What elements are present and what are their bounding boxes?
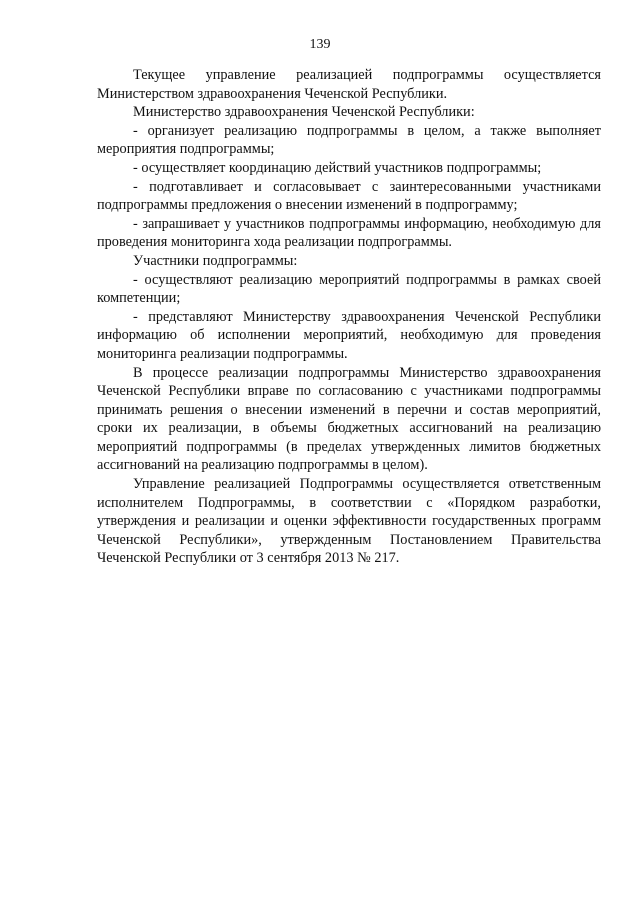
paragraph-management-order: Управление реализацией Подпрограммы осуществляется ответственным исполнителем Подпрограммы, в соответствии с «Порядком разработки, утверждения и реализации и оценки эффективности государственных программ Чеченской Республики», утвержденным Постановлением Правительства Чеченской Республики от 3 сентября 2013 № 217. xyxy=(97,476,601,567)
list-item-submit: - представляют Министерству здравоохранения Чеченской Республики информацию об исполнении мероприятий, необходимую для проведения мониторинга реализации подпрограммы. xyxy=(97,308,601,362)
list-item-requests: - запрашивает у участников подпрограммы информацию, необходимую для проведения мониторинга хода реализации подпрограммы. xyxy=(97,215,601,251)
page-number: 139 xyxy=(309,37,331,52)
list-item-prepares: - подготавливает и согласовывает с заинтересованными участниками подпрограммы предложения о внесении изменений в подпрограмму; xyxy=(97,178,601,214)
paragraph-changes: В процессе реализации подпрограммы Министерство здравоохранения Чеченской Республики вправе по согласованию с участниками подпрограммы принимать решения о внесении изменений в перечни и состав мероприятий, сроки их реализации, в объемы бюджетных ассигнований на реализацию мероприятий подпрограммы (в пределах утвержденных лимитов бюджетных ассигнований на реализацию подпрограммы в целом). xyxy=(97,364,601,474)
paragraph-current-management: Текущее управление реализацией подпрограммы осуществляется Министерством здравоохранения Чеченской Республики. xyxy=(97,67,601,102)
list-item-coordinates: - осуществляет координацию действий участников подпрограммы; xyxy=(133,159,542,176)
paragraph-ministry-heading: Министерство здравоохранения Чеченской Республики: xyxy=(133,104,475,121)
paragraph-participants-heading: Участники подпрограммы: xyxy=(133,252,298,269)
list-item-organizes: - организует реализацию подпрограммы в целом, а также выполняет мероприятия подпрограммы; xyxy=(97,122,601,158)
document-body xyxy=(97,66,601,568)
list-item-implement: - осуществляют реализацию мероприятий подпрограммы в рамках своей компетенции; xyxy=(97,271,601,307)
